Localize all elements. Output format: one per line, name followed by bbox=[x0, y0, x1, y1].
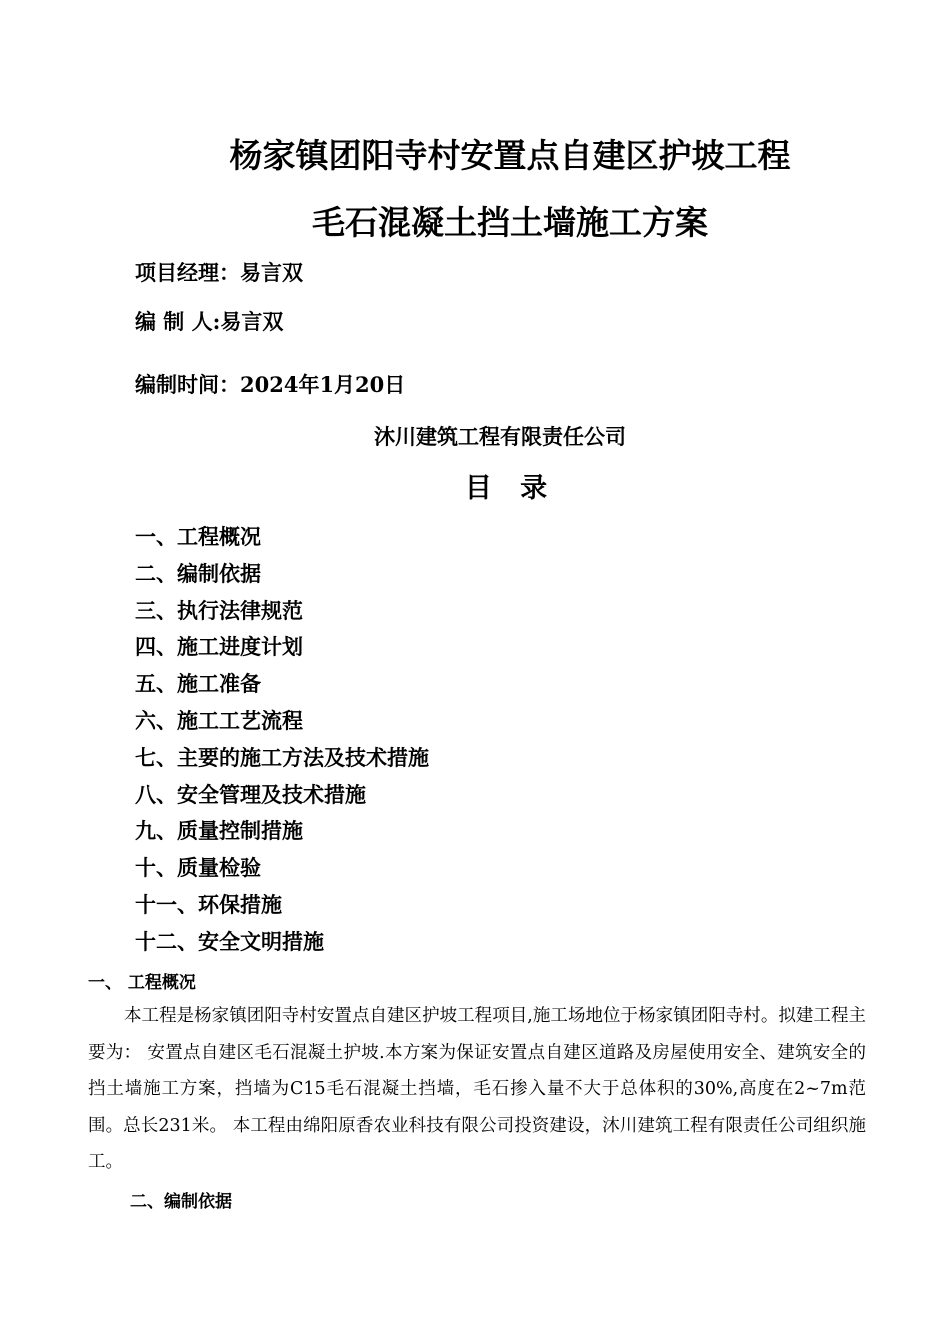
toc-item: 七、主要的施工方法及技术措施 bbox=[135, 744, 429, 770]
toc-item: 三、执行法律规范 bbox=[135, 597, 303, 623]
toc-item: 十一、环保措施 bbox=[135, 891, 282, 917]
toc-heading: 目 录 bbox=[464, 473, 548, 504]
toc-item: 二、编制依据 bbox=[135, 560, 261, 586]
doc-title-line2: 毛石混凝土挡土墙施工方案 bbox=[312, 203, 708, 242]
project-manager: 项目经理：易言双 bbox=[135, 260, 303, 285]
toc-item: 六、施工工艺流程 bbox=[135, 707, 303, 733]
toc-item: 五、施工准备 bbox=[135, 671, 261, 697]
compile-date: 编制时间：2024年1月20日 bbox=[135, 372, 406, 397]
toc-item: 四、施工进度计划 bbox=[135, 634, 303, 660]
toc-item: 十、质量检验 bbox=[135, 855, 261, 881]
toc-item: 八、安全管理及技术措施 bbox=[135, 781, 366, 807]
section-body-overview: 本工程是杨家镇团阳寺村安置点自建区护坡工程项目,施工场地位于杨家镇团阳寺村。拟建工程主要为： 安置点自建区毛石混凝土护坡.本方案为保证安置点自建区道路及房屋使用安全、建筑安全的挡土墙施工方案，挡墙为C15毛石混凝土挡墙，毛石掺入量不大于总体积的30%,高度在2~7m范围。总长231米。 本工程由绵阳原香农业科技有限公司投资建设，沐川建筑工程有限责任公司组织施工。 bbox=[88, 1006, 866, 1172]
compiler: 编 制 人:易言双 bbox=[135, 309, 284, 334]
section-heading-basis: 二、编制依据 bbox=[130, 1192, 232, 1212]
company-name: 沐川建筑工程有限责任公司 bbox=[374, 424, 626, 449]
toc-item: 一、工程概况 bbox=[135, 524, 261, 549]
doc-title-line1: 杨家镇团阳寺村安置点自建区护坡工程 bbox=[229, 136, 791, 175]
section-heading-overview: 一、 工程概况 bbox=[88, 973, 196, 993]
toc-item: 九、质量控制措施 bbox=[135, 818, 303, 844]
toc-item: 十二、安全文明措施 bbox=[135, 928, 324, 954]
table-of-contents bbox=[135, 520, 429, 962]
